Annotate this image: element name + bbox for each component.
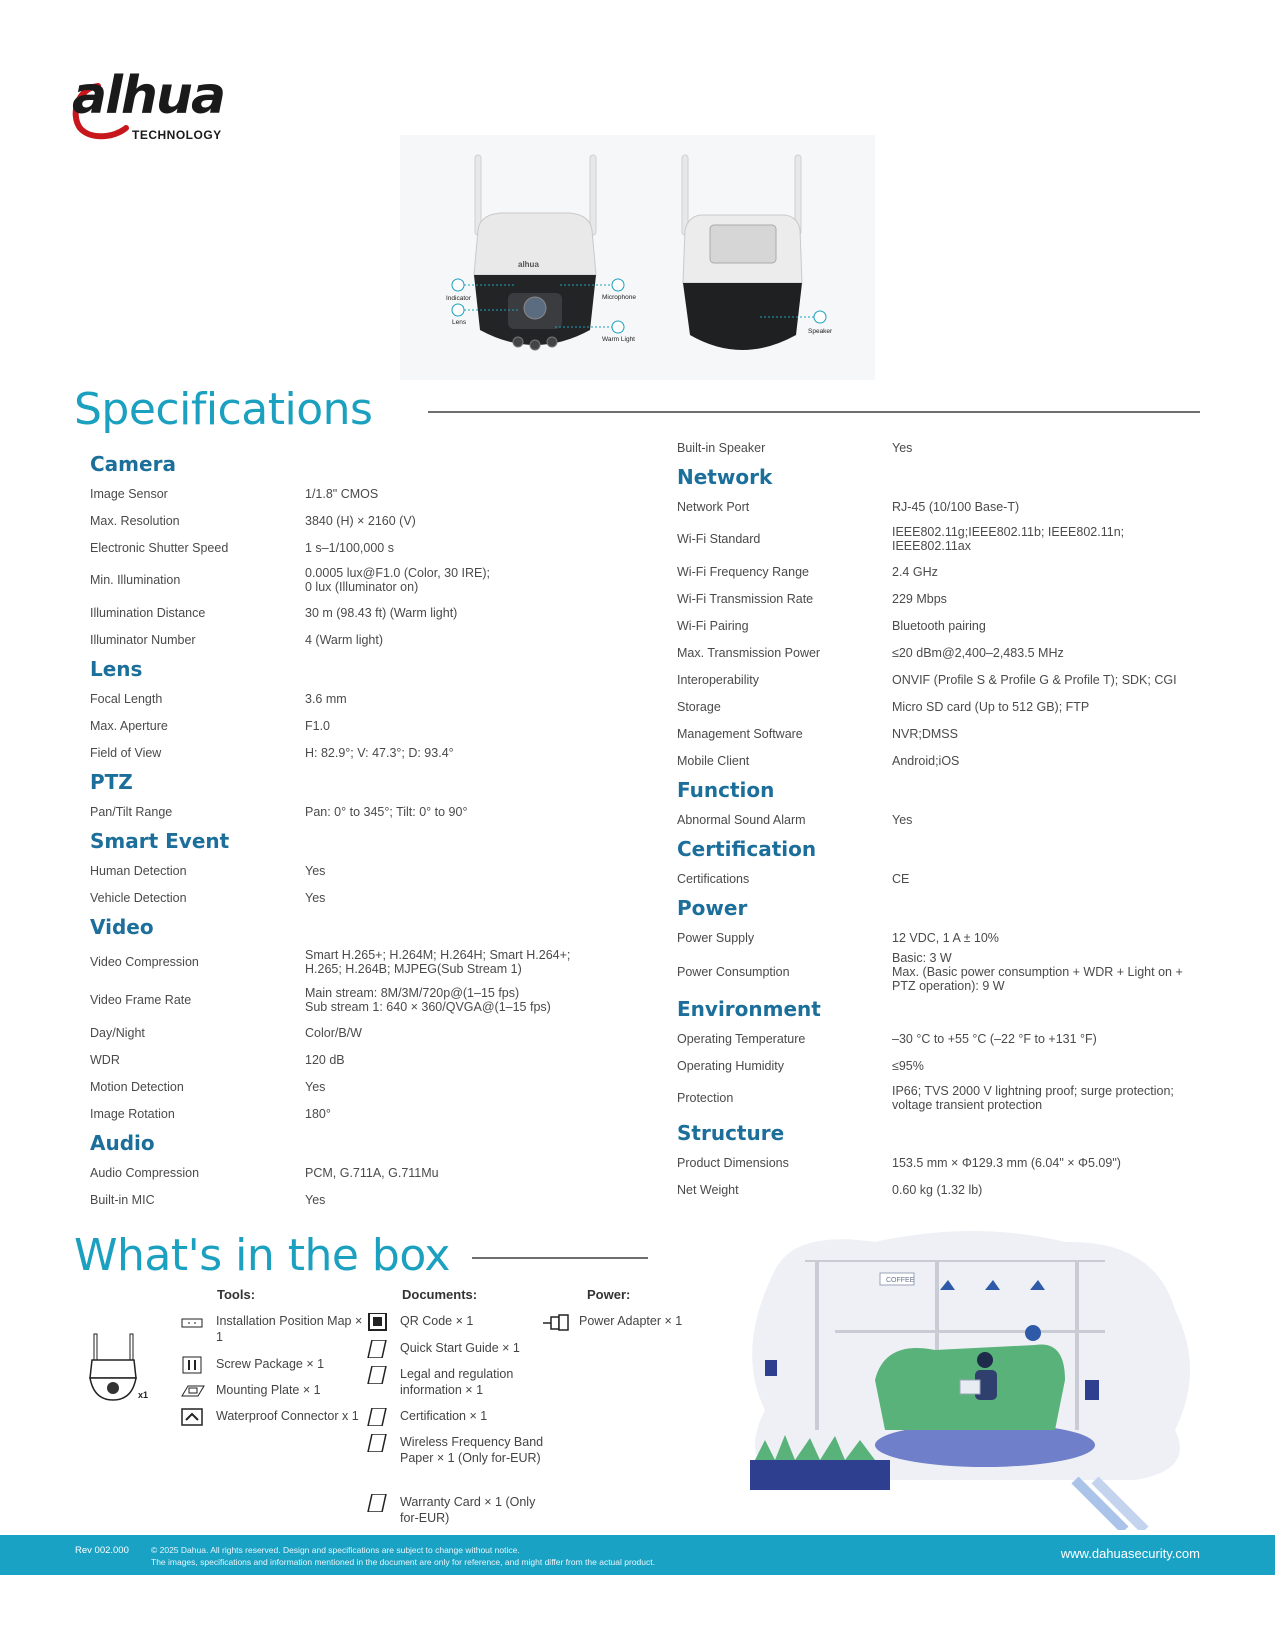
spec-label: Interoperability <box>677 672 759 687</box>
copyright-text: © 2025 Dahua. All rights reserved. Design and specifications are subject to change without notice. The images, specifications and information mentioned in the document are only for reference, and might differ from the actual product. <box>151 1545 655 1567</box>
tool-item: Waterproof Connector x 1 <box>180 1408 366 1426</box>
spec-label: Network Port <box>677 499 750 514</box>
spec-group-title: Audio <box>90 1131 155 1155</box>
spec-label: Field of View <box>90 745 162 760</box>
spec-value: Yes <box>305 1192 326 1207</box>
document-icon <box>364 1434 390 1452</box>
spec-value: 0.0005 lux@F1.0 (Color, 30 IRE); 0 lux (Illuminator on) <box>305 566 490 594</box>
spec-label: Power Consumption <box>677 965 790 979</box>
revision-label: Rev 002.000 <box>75 1545 129 1556</box>
spec-value: 3.6 mm <box>305 691 347 706</box>
spec-group-title: Network <box>677 465 773 489</box>
spec-label: Wi-Fi Transmission Rate <box>677 591 814 606</box>
hero-label-indicator: Indicator <box>446 295 471 302</box>
screw-package-icon <box>180 1356 206 1374</box>
spec-label: Built-in Speaker <box>677 440 766 455</box>
spec-value: Pan: 0° to 345°; Tilt: 0° to 90° <box>305 804 468 819</box>
spec-row <box>677 747 1237 774</box>
spec-row <box>677 520 1237 558</box>
spec-row <box>90 685 650 712</box>
spec-row <box>90 599 650 626</box>
spec-row <box>90 480 650 507</box>
spec-label: Wi-Fi Frequency Range <box>677 564 809 579</box>
spec-row <box>90 1159 650 1186</box>
spec-label: Motion Detection <box>90 1079 184 1094</box>
spec-label: Illuminator Number <box>90 632 196 647</box>
document-icon <box>364 1340 390 1358</box>
spec-group-title: Certification <box>677 837 817 861</box>
documents-heading: Documents: <box>402 1287 478 1302</box>
spec-row <box>677 924 1237 951</box>
spec-row <box>90 561 650 599</box>
product-hero-image <box>400 135 875 380</box>
document-item: Quick Start Guide × 1 <box>364 1340 550 1358</box>
position-map-icon <box>180 1313 206 1331</box>
spec-row <box>677 666 1237 693</box>
spec-label: Management Software <box>677 726 803 741</box>
spec-row <box>677 806 1237 833</box>
spec-value: Smart H.265+; H.264M; H.264H; Smart H.264+; H.265; H.264B; MJPEG(Sub Stream 1) <box>305 948 571 976</box>
document-icon <box>364 1408 390 1426</box>
spec-value: F1.0 <box>305 718 331 733</box>
box-camera-icon <box>86 1330 152 1404</box>
spec-value: CE <box>892 871 910 886</box>
spec-value: IP66; TVS 2000 V lightning proof; surge protection; voltage transient protection <box>892 1084 1174 1112</box>
spec-row <box>677 434 1237 461</box>
spec-row <box>677 693 1237 720</box>
spec-label: Video Frame Rate <box>90 993 192 1007</box>
spec-value: –30 °C to +55 °C (–22 °F to +131 °F) <box>892 1031 1097 1046</box>
spec-value: IEEE802.11g;IEEE802.11b; IEEE802.11n; IEEE802.11ax <box>892 525 1125 553</box>
spec-value: H: 82.9°; V: 47.3°; D: 93.4° <box>305 745 454 760</box>
scene-sign: COFFEE <box>886 1277 915 1284</box>
spec-label: Certifications <box>677 871 750 886</box>
document-icon <box>364 1366 390 1384</box>
spec-label: Max. Aperture <box>90 718 168 733</box>
spec-row <box>677 1079 1237 1117</box>
spec-value: 4 (Warm light) <box>305 632 384 647</box>
spec-value: Yes <box>305 890 326 905</box>
spec-row <box>677 585 1237 612</box>
spec-row <box>677 720 1237 747</box>
spec-value: RJ-45 (10/100 Base-T) <box>892 499 1020 514</box>
logo-word: alhua <box>72 66 225 126</box>
spec-label: Illumination Distance <box>90 605 206 620</box>
document-item: Certification × 1 <box>364 1408 550 1426</box>
logo-subtitle: TECHNOLOGY <box>132 128 222 142</box>
spec-value: NVR;DMSS <box>892 726 958 741</box>
spec-row <box>677 1149 1237 1176</box>
hero-label-lens: Lens <box>452 319 467 326</box>
spec-row <box>90 884 650 911</box>
spec-row <box>90 1073 650 1100</box>
spec-row <box>677 639 1237 666</box>
spec-group-title: Power <box>677 896 748 920</box>
spec-value: Basic: 3 W Max. (Basic power consumption + WDR + Light on + PTZ operation): 9 W <box>892 951 1183 993</box>
document-item: Wireless Frequency Band Paper × 1 (Only for-EUR) <box>364 1434 550 1466</box>
spec-value: Bluetooth pairing <box>892 618 986 633</box>
spec-group-title: PTZ <box>90 770 133 794</box>
specs-right-column <box>677 434 1237 1203</box>
spec-value: 120 dB <box>305 1052 345 1067</box>
spec-group-title: Camera <box>90 452 176 476</box>
spec-row <box>90 1046 650 1073</box>
spec-value: ≤20 dBm@2,400–2,483.5 MHz <box>892 645 1064 660</box>
spec-value: 229 Mbps <box>892 591 947 606</box>
spec-value: 153.5 mm × Φ129.3 mm (6.04" × Φ5.09") <box>892 1155 1121 1170</box>
spec-row <box>90 798 650 825</box>
hero-label-microphone: Microphone <box>602 294 636 301</box>
spec-label: Pan/Tilt Range <box>90 804 173 819</box>
spec-label: WDR <box>90 1052 120 1067</box>
document-item: QR Code × 1 <box>364 1313 550 1331</box>
spec-value: Yes <box>892 440 913 455</box>
power-heading: Power: <box>587 1287 631 1302</box>
footer-bar <box>0 1535 1275 1575</box>
spec-label: Max. Transmission Power <box>677 645 821 660</box>
spec-label: Human Detection <box>90 863 187 878</box>
spec-value: Micro SD card (Up to 512 GB); FTP <box>892 699 1090 714</box>
tool-item: Installation Position Map × 1 <box>180 1313 366 1345</box>
tools-heading: Tools: <box>217 1287 256 1302</box>
hero-label-speaker: Speaker <box>808 328 833 335</box>
power-item: Power Adapter × 1 <box>543 1313 729 1331</box>
spec-label: Operating Temperature <box>677 1031 806 1046</box>
spec-label: Storage <box>677 699 721 714</box>
spec-row <box>90 712 650 739</box>
spec-row <box>677 951 1237 993</box>
power-adapter-icon <box>543 1313 569 1331</box>
spec-row <box>90 1186 650 1213</box>
mounting-plate-icon <box>180 1382 206 1400</box>
spec-row <box>90 943 650 981</box>
spec-value: ONVIF (Profile S & Profile G & Profile T); SDK; CGI <box>892 672 1177 687</box>
svg-text:alhua: alhua <box>518 260 539 269</box>
spec-row <box>90 1100 650 1127</box>
spec-row <box>90 1019 650 1046</box>
tool-item: Screw Package × 1 <box>180 1356 366 1374</box>
spec-row <box>90 534 650 561</box>
specifications-title: Specifications <box>74 384 373 435</box>
spec-label: Built-in MIC <box>90 1192 155 1207</box>
spec-value: 12 VDC, 1 A ± 10% <box>892 930 999 945</box>
dahua-logo <box>72 66 302 142</box>
waterproof-connector-icon <box>180 1408 206 1426</box>
spec-value: PCM, G.711A, G.711Mu <box>305 1165 439 1180</box>
spec-row <box>677 1025 1237 1052</box>
spec-value: Yes <box>305 863 326 878</box>
spec-group-title: Video <box>90 915 154 939</box>
document-item: Legal and regulation information × 1 <box>364 1366 550 1398</box>
website-link[interactable]: www.dahuasecurity.com <box>1060 1546 1200 1561</box>
spec-label: Net Weight <box>677 1182 739 1197</box>
spec-value: 3840 (H) × 2160 (V) <box>305 513 416 528</box>
spec-row <box>677 558 1237 585</box>
coffee-shop-scene-illustration <box>735 1230 1205 1530</box>
spec-label: Abnormal Sound Alarm <box>677 812 806 827</box>
spec-value: 180° <box>305 1106 331 1121</box>
spec-row <box>677 493 1237 520</box>
spec-row <box>90 981 650 1019</box>
spec-label: Wi-Fi Pairing <box>677 618 749 633</box>
spec-value: Android;iOS <box>892 753 960 768</box>
spec-label: Video Compression <box>90 955 199 969</box>
document-icon <box>364 1494 390 1512</box>
spec-value: Yes <box>305 1079 326 1094</box>
spec-label: Wi-Fi Standard <box>677 532 761 546</box>
document-item: Warranty Card × 1 (Only for-EUR) <box>364 1494 550 1526</box>
hero-label-warm-light: Warm Light <box>602 336 635 343</box>
spec-label: Product Dimensions <box>677 1155 789 1170</box>
spec-row <box>90 857 650 884</box>
spec-row <box>677 1052 1237 1079</box>
spec-label: Electronic Shutter Speed <box>90 540 229 555</box>
spec-value: 0.60 kg (1.32 lb) <box>892 1182 983 1197</box>
spec-label: Mobile Client <box>677 753 750 768</box>
spec-label: Protection <box>677 1091 734 1105</box>
spec-label: Audio Compression <box>90 1165 200 1180</box>
spec-group-title: Smart Event <box>90 829 230 853</box>
spec-label: Day/Night <box>90 1025 145 1040</box>
spec-value: Yes <box>892 812 913 827</box>
spec-value: 30 m (98.43 ft) (Warm light) <box>305 605 458 620</box>
spec-group-title: Structure <box>677 1121 785 1145</box>
spec-group-title: Environment <box>677 997 821 1021</box>
qr-code-icon <box>364 1313 390 1331</box>
spec-value: 1 s–1/100,000 s <box>305 540 394 555</box>
spec-label: Operating Humidity <box>677 1058 784 1073</box>
spec-value: Color/B/W <box>305 1025 362 1040</box>
box-rule <box>472 1257 648 1259</box>
spec-label: Min. Illumination <box>90 573 181 587</box>
spec-row <box>677 865 1237 892</box>
spec-label: Power Supply <box>677 930 755 945</box>
spec-value: 2.4 GHz <box>892 564 938 579</box>
specifications-rule <box>428 411 1200 413</box>
spec-row <box>677 1176 1237 1203</box>
spec-value: ≤95% <box>892 1058 924 1073</box>
specs-left-column <box>90 448 650 1213</box>
spec-group-title: Lens <box>90 657 143 681</box>
box-camera-qty: x1 <box>138 1390 149 1400</box>
spec-label: Vehicle Detection <box>90 890 187 905</box>
box-title: What's in the box <box>74 1230 450 1281</box>
spec-label: Image Rotation <box>90 1106 175 1121</box>
spec-row <box>677 612 1237 639</box>
spec-row <box>90 739 650 766</box>
spec-group-title: Function <box>677 778 775 802</box>
spec-value: Main stream: 8M/3M/720p@(1–15 fps) Sub stream 1: 640 × 360/QVGA@(1–15 fps) <box>305 986 551 1014</box>
spec-label: Focal Length <box>90 691 163 706</box>
spec-row <box>90 507 650 534</box>
spec-label: Image Sensor <box>90 486 168 501</box>
tool-item: Mounting Plate × 1 <box>180 1382 366 1400</box>
spec-value: 1/1.8" CMOS <box>305 486 379 501</box>
spec-label: Max. Resolution <box>90 513 180 528</box>
spec-row <box>90 626 650 653</box>
